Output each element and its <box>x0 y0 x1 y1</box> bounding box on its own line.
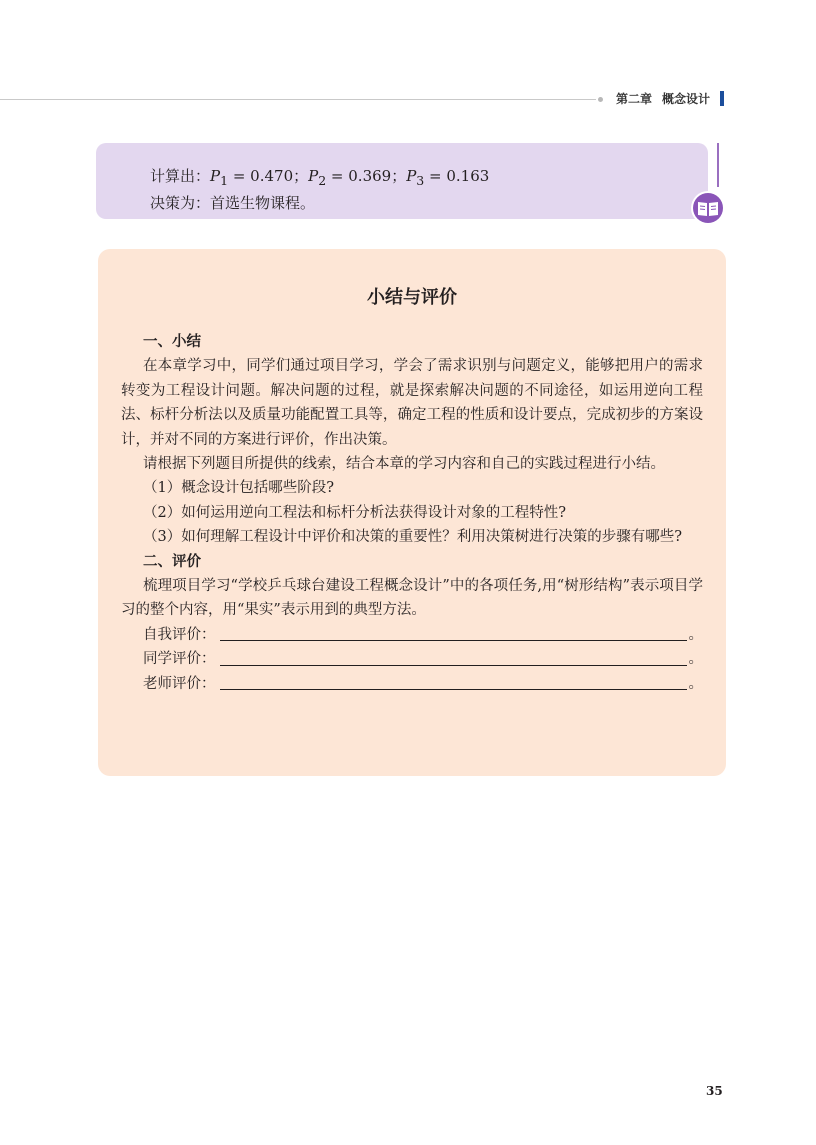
running-header <box>616 90 710 107</box>
chapter-title: 概念设计 <box>662 92 711 106</box>
decision-result: 决策为：首选生物课程。 <box>150 194 316 212</box>
teacher-evaluation-label: 老师评价： <box>143 675 216 692</box>
section-heading-evaluation: 二、评价 <box>143 552 201 570</box>
teacher-evaluation-blank[interactable] <box>220 689 687 690</box>
section-heading-summary: 一、小结 <box>143 333 201 350</box>
self-evaluation-label: 自我评价： <box>143 626 216 643</box>
summary-content <box>121 330 703 696</box>
header-rule <box>0 99 596 100</box>
evaluation-paragraph: 梳理项目学习“学校乒乓球台建设工程概念设计”中的各项任务,用“树形结构”表示项目学习的整个内容，用“果实”表示用到的典型方法。 <box>121 578 703 619</box>
chapter-label: 第二章 <box>616 92 653 106</box>
book-icon <box>690 190 726 226</box>
page-number: 35 <box>706 1084 723 1098</box>
summary-paragraph: 在本章学习中，同学们通过项目学习，学会了需求识别与问题定义，能够把用户的需求转变为工程设计问题。解决问题的过程，就是探索解决问题的不同途径，如运用逆向工程法、标杆分析法以及质量功能配置工具等，确定工程的性质和设计要点，完成初步的方案设计，并对不同的方案进行评价，作出决策。 <box>121 358 703 448</box>
question-2: （2）如何运用逆向工程法和标杆分析法获得设计对象的工程特性? <box>143 504 566 521</box>
peer-evaluation-row: 同学评价： 。 <box>121 647 703 671</box>
question-3: （3）如何理解工程设计中评价和决策的重要性？利用决策树进行决策的步骤有哪些? <box>143 529 682 546</box>
header-accent-bar <box>720 91 724 106</box>
calculation-result: 计算出：$P_1 = 0.470$；$P_2 = 0.369$；$P_3 = 0.163$ <box>150 167 490 188</box>
margin-rule <box>717 143 719 187</box>
peer-evaluation-label: 同学评价： <box>143 651 216 668</box>
summary-instruction: 请根据下列题目所提供的线索，结合本章的学习内容和自己的实践过程进行小结。 <box>143 456 665 473</box>
header-dot <box>598 97 603 102</box>
teacher-evaluation-row: 老师评价： 。 <box>121 672 703 696</box>
question-1: （1）概念设计包括哪些阶段? <box>143 480 334 497</box>
summary-title: 小结与评价 <box>367 287 457 308</box>
self-evaluation-blank[interactable] <box>220 640 687 641</box>
peer-evaluation-blank[interactable] <box>220 665 687 666</box>
self-evaluation-row: 自我评价： 。 <box>121 623 703 647</box>
